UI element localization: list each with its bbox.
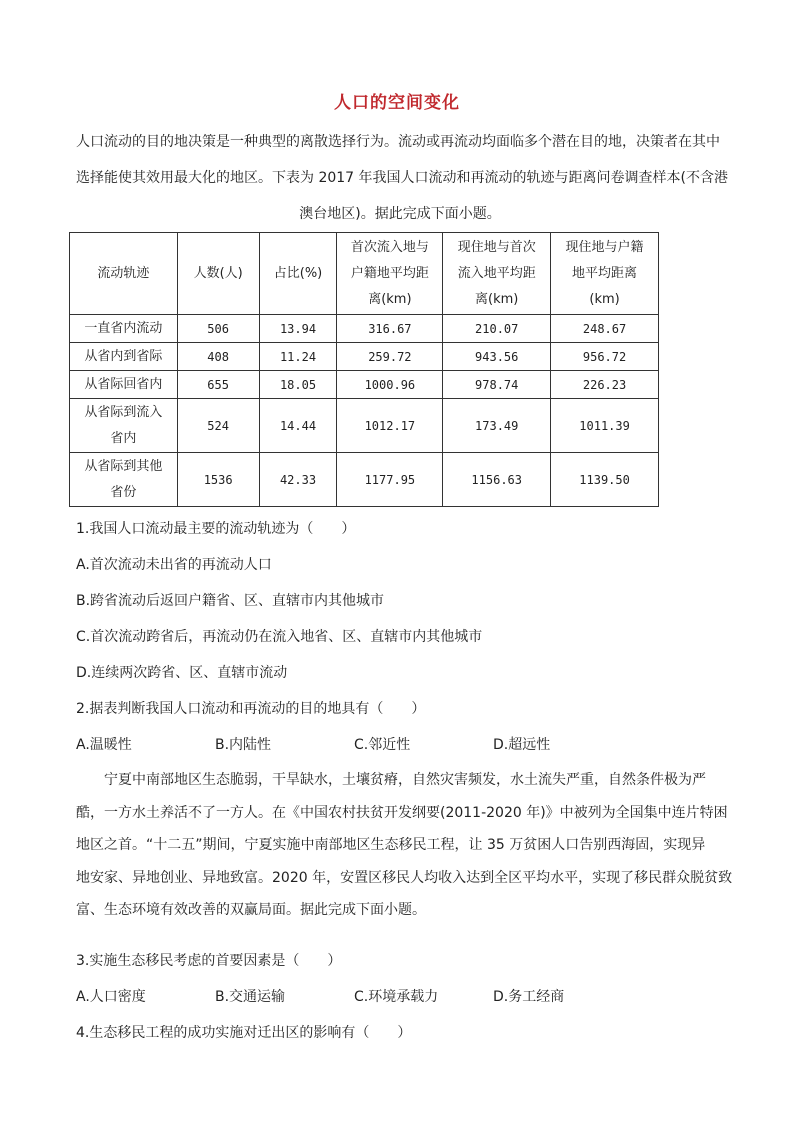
table-header-text: 流入地平均距: [457, 265, 536, 281]
migration-table: [69, 232, 659, 507]
question-1-option-a: A.首次流动未出省的再流动人口: [76, 557, 272, 573]
table-cell-d2: 943.56: [443, 343, 551, 371]
trajectory-text: 从省际回省内: [84, 376, 163, 392]
trajectory-text: 从省内到省际: [84, 348, 163, 364]
table-cell-d3: 1139.50: [551, 453, 659, 507]
table-cell-pct: 18.05: [259, 371, 337, 399]
table-header-row: [70, 233, 659, 315]
table-row: [70, 343, 659, 371]
trajectory-text: 从省际到其他: [84, 458, 163, 474]
table-row: [70, 371, 659, 399]
question-2-option-c: C.邻近性: [354, 737, 411, 753]
table-header-text: 首次流入地与: [350, 239, 429, 255]
question-2-option-d: D.超远性: [493, 737, 551, 753]
table-header-text: 现住地与首次: [457, 239, 536, 255]
trajectory-cell: [70, 453, 178, 507]
intro-line: 人口流动的目的地决策是一种典型的离散选择行为。流动或再流动均面临多个潜在目的地，决策者在其中: [76, 134, 720, 150]
question-3-option-d: D.务工经商: [493, 989, 565, 1005]
table-header-text: 占比(%): [273, 265, 323, 281]
table-header-text: 人数(人): [193, 265, 243, 281]
table-row: [70, 399, 659, 453]
table-cell-count: 408: [177, 343, 259, 371]
table-row: [70, 315, 659, 343]
table-header-cell: [337, 233, 443, 315]
table-cell-d3: 248.67: [551, 315, 659, 343]
table-cell-pct: 14.44: [259, 399, 337, 453]
intro-paragraph: [76, 124, 728, 232]
table-body: [70, 315, 659, 507]
question-1-stem: 1.我国人口流动最主要的流动轨迹为（ ）: [76, 521, 356, 537]
passage-line: 富、生态环境有效改善的双赢局面。据此完成下面小题。: [76, 902, 426, 918]
question-4-stem: 4.生态移民工程的成功实施对迁出区的影响有（ ）: [76, 1025, 412, 1041]
intro-line: 澳台地区)。据此完成下面小题。: [299, 206, 501, 222]
trajectory-cell: [70, 399, 178, 453]
table-cell-d1: 316.67: [337, 315, 443, 343]
trajectory-text: 省份: [110, 484, 137, 500]
table-header-text: 离(km): [475, 291, 519, 307]
table-header-text: (km): [589, 291, 620, 307]
table-header-cell: [443, 233, 551, 315]
passage-2: [76, 764, 733, 927]
question-2-stem: 2.据表判断我国人口流动和再流动的目的地具有（ ）: [76, 701, 426, 717]
table-cell-d2: 978.74: [443, 371, 551, 399]
table-header-cell: [70, 233, 178, 315]
table-cell-d1: 1000.96: [337, 371, 443, 399]
question-2-option-b: B.内陆性: [215, 737, 272, 753]
table-cell-pct: 42.33: [259, 453, 337, 507]
table-header-cell: [551, 233, 659, 315]
trajectory-text: 从省际到流入: [84, 404, 163, 420]
table-row: [70, 453, 659, 507]
table-cell-d2: 1156.63: [443, 453, 551, 507]
table-header-text: 地平均距离: [572, 265, 638, 281]
passage-line: 酷，一方水土养活不了一方人。在《中国农村扶贫开发纲要(2011-2020 年)》中被列为全国集中连片特困: [76, 804, 728, 821]
table-header-cell: [259, 233, 337, 315]
question-1-option-b: B.跨省流动后返回户籍省、区、直辖市内其他城市: [76, 593, 385, 609]
table-cell-count: 524: [177, 399, 259, 453]
table-cell-d2: 210.07: [443, 315, 551, 343]
table-cell-d3: 956.72: [551, 343, 659, 371]
table-cell-d1: 1012.17: [337, 399, 443, 453]
table-cell-d3: 1011.39: [551, 399, 659, 453]
table-header-text: 流动轨迹: [97, 265, 150, 281]
trajectory-text: 省内: [110, 430, 137, 446]
intro-line: 选择能使其效用最大化的地区。下表为 2017 年我国人口流动和再流动的轨迹与距离问卷调查样本(不含港: [76, 170, 728, 186]
passage-line: 地区之首。“十二五”期间，宁夏实施中南部地区生态移民工程，让 35 万贫困人口告别西海固，实现异: [76, 837, 706, 853]
trajectory-text: 一直省内流动: [84, 320, 163, 336]
table-header-text: 现住地与户籍: [565, 239, 644, 255]
table-cell-d2: 173.49: [443, 399, 551, 453]
trajectory-cell: [70, 315, 178, 343]
question-3-option-b: B.交通运输: [215, 989, 286, 1005]
passage-line: 宁夏中南部地区生态脆弱，干旱缺水，土壤贫瘠，自然灾害频发，水土流失严重，自然条件极为严: [104, 772, 706, 788]
passage-line: 地安家、异地创业、异地致富。2020 年，安置区移民人均收入达到全区平均水平，实现了移民群众脱贫致: [76, 869, 733, 886]
question-3-options: [76, 986, 564, 1006]
table-cell-d1: 1177.95: [337, 453, 443, 507]
question-3-option-a: A.人口密度: [76, 989, 146, 1005]
question-2-option-a: A.温暖性: [76, 737, 132, 753]
question-1-option-c: C.首次流动跨省后，再流动仍在流入地省、区、直辖市内其他城市: [76, 629, 483, 645]
table-cell-pct: 13.94: [259, 315, 337, 343]
table-cell-d1: 259.72: [337, 343, 443, 371]
question-1-option-d: D.连续两次跨省、区、直辖市流动: [76, 665, 288, 681]
table-cell-count: 506: [177, 315, 259, 343]
table-cell-count: 655: [177, 371, 259, 399]
trajectory-cell: [70, 371, 178, 399]
table-cell-pct: 11.24: [259, 343, 337, 371]
table-header-cell: [177, 233, 259, 315]
table-header-text: 离(km): [368, 291, 412, 307]
table-cell-count: 1536: [177, 453, 259, 507]
question-3-stem: 3.实施生态移民考虑的首要因素是（ ）: [76, 953, 342, 969]
trajectory-cell: [70, 343, 178, 371]
question-2-options: [76, 734, 550, 754]
table-header-text: 户籍地平均距: [350, 265, 429, 281]
table-cell-d3: 226.23: [551, 371, 659, 399]
page-title: 人口的空间变化: [334, 93, 460, 113]
question-3-option-c: C.环境承载力: [354, 989, 439, 1005]
